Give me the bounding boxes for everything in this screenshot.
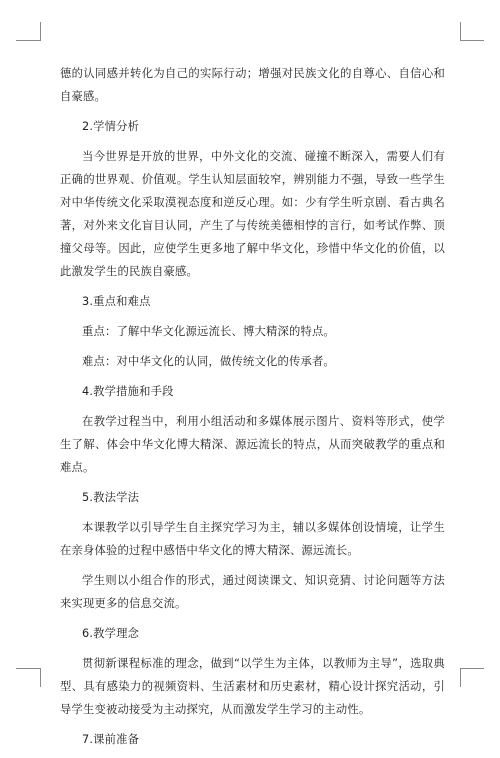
- paragraph: 重点：了解中华文化源远流长、博大精深的特点。: [82, 325, 335, 338]
- paragraph: 在教学过程当中，利用小组活动和多媒体展示图片、资料等形式，使学生了解、体会中华文化博大精深、源远流长的特点，从而突破教学的重点和难点。: [60, 415, 445, 474]
- paragraph: 难点：对中华文化的认同，做传统文化的传承者。: [82, 355, 335, 368]
- section-heading: 6.教学理念: [82, 627, 140, 640]
- paragraph: 当今世界是开放的世界，中外文化的交流、碰撞不断深入，需要人们有正确的世界观、价值观。学生认知层面较窄，辨别能力不强，导致一些学生对中华传统文化采取漠视态度和逆反心理。如：少有学生听京剧、看古典名著，对外来文化盲目认同，产生了与传统美德相悖的言行，如考试作弊、顶撞父母等。因此，应使学生更多地了解中华文化，珍惜中华文化的价值，以此激发学生的民族自豪感。: [60, 150, 445, 278]
- section-heading: 7.课前准备: [82, 733, 140, 746]
- paragraph: 贯彻新课程标准的理念，做到“以学生为主体，以教师为主导”，选取典型、具有感染力的视频资料、生活素材和历史素材，精心设计探究活动，引导学生变被动接受为主动探究，从而激发学生学习的主动性。: [60, 657, 445, 716]
- paragraph: 学生则以小组合作的形式，通过阅读课文、知识竞猜、讨论问题等方法来实现更多的信息交流。: [60, 574, 445, 610]
- paragraph: 德的认同感并转化为自己的实际行动；增强对民族文化的自尊心、自信心和自豪感。: [60, 67, 445, 103]
- section-heading: 3.重点和难点: [82, 295, 151, 308]
- document-page: [60, 62, 445, 758]
- paragraph: 本课教学以引导学生自主探究学习为主，辅以多媒体创设情境，让学生在亲身体验的过程中感悟中华文化的博大精深、源远流长。: [60, 521, 445, 557]
- section-heading: 4.教学措施和手段: [82, 385, 174, 398]
- section-heading: 2.学情分析: [82, 120, 140, 133]
- section-heading: 5.教法学法: [82, 491, 140, 504]
